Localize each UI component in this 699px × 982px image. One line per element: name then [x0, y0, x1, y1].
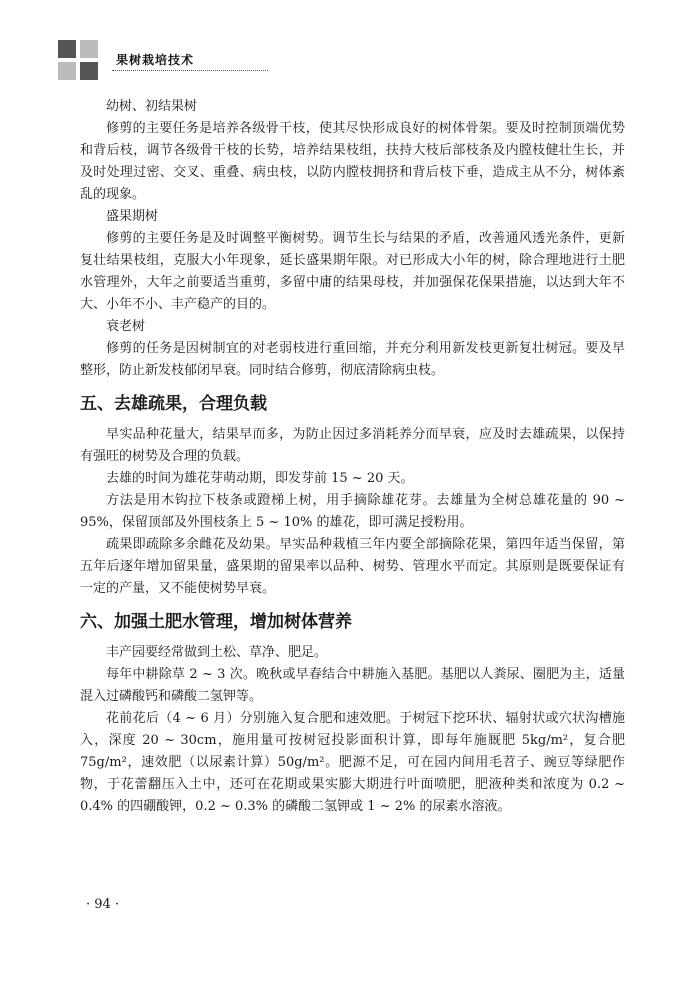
header-logo-square-3 [58, 62, 76, 80]
paragraph: 修剪的任务是因树制宜的对老弱枝进行重回缩，并充分利用新发枝更新复壮树冠。要及早整形，防止新发枝郁闭早衰。同时结合修剪，彻底清除病虫枝。 [80, 341, 625, 378]
subheading-old-trees: 衰老树 [106, 319, 146, 334]
paragraph: 方法是用木钩拉下枝条或蹬梯上树，用手摘除雄花芽。去雄量为全树总雄花量的 90 ~ 95%，保留顶部及外围枝条上 5 ~ 10% 的雄花，即可满足授粉用。 [80, 493, 625, 530]
paragraph: 每年中耕除草 2 ~ 3 次。晚秋或早春结合中耕施入基肥。基肥以人粪尿、圈肥为主，适量混入过磷酸钙和磷酸二氢钾等。 [80, 667, 625, 704]
header-logo-square-4 [80, 62, 98, 80]
paragraph: 修剪的主要任务是培养各级骨干枝，使其尽快形成良好的树体骨架。要及时控制顶端优势和背后枝，调节各级骨干枝的长势，培养结果枝组，扶持大枝后部枝条及内膛枝健壮生长，并及时处理过密、交叉、重叠、病虫枝，以防内膛枝拥挤和背后枝下垂，造成主从不分，树体紊乱的现象。 [80, 121, 625, 202]
header-title: 果树栽培技术 [116, 53, 195, 67]
header-logo-square-1 [58, 40, 76, 58]
paragraph: 丰产园要经常做到土松、草净、肥足。 [106, 645, 328, 660]
header-logo-square-2 [80, 40, 98, 58]
page-number: · 94 · [86, 897, 120, 912]
paragraph: 去雄的时间为雄花芽萌动期，即发芽前 15 ~ 20 天。 [106, 471, 414, 486]
paragraph: 疏果即疏除多余雌花及幼果。早实品种栽植三年内要全部摘除花果，第四年适当保留，第五年后逐年增加留果量，盛果期的留果率以品种、树势、管理水平而定。其原则是既要保证有一定的产量，又不能使树势早衰。 [80, 537, 625, 596]
section-heading-5: 五、去雄疏果，合理负载 [80, 394, 267, 414]
running-header [58, 40, 638, 80]
header-dotted-rule [112, 70, 268, 71]
page-body [80, 96, 625, 818]
paragraph: 早实品种花量大，结果早而多，为防止因过多消耗养分而早衰，应及时去雄疏果，以保持有强旺的树势及合理的负载。 [80, 427, 625, 464]
subheading-peak-fruiting: 盛果期树 [106, 209, 159, 224]
paragraph: 修剪的主要任务是及时调整平衡树势。调节生长与结果的矛盾，改善通风透光条件，更新复壮结果枝组，克服大小年现象，延长盛果期年限。对已形成大小年的树，除合理地进行土肥水管理外，大年之前要适当重剪，多留中庸的结果母枝，并加强保花保果措施，以达到大年不大、小年不小、丰产稳产的目的。 [80, 231, 625, 312]
paragraph: 花前花后（4 ~ 6 月）分别施入复合肥和速效肥。于树冠下挖环状、辐射状或穴状沟槽施入，深度 20 ~ 30cm，施用量可按树冠投影面积计算，即每年施厩肥 5kg/m²，复合肥 75g/m²，速效肥（以尿素计算）50g/m²。肥源不足，可在园内间用毛苕子、豌豆等绿肥作物，于花蕾翻压入土中，还可在花期或果实膨大期进行叶面喷肥，肥液种类和浓度为 0.2 ~ 0.4% 的四硼酸钾，0.2 ~ 0.3% 的磷酸二氢钾或 1 ~ 2% 的尿素水溶液。 [80, 711, 625, 814]
section-heading-6: 六、加强土肥水管理，增加树体营养 [80, 612, 352, 632]
subheading-young-trees: 幼树、初结果树 [106, 99, 198, 114]
